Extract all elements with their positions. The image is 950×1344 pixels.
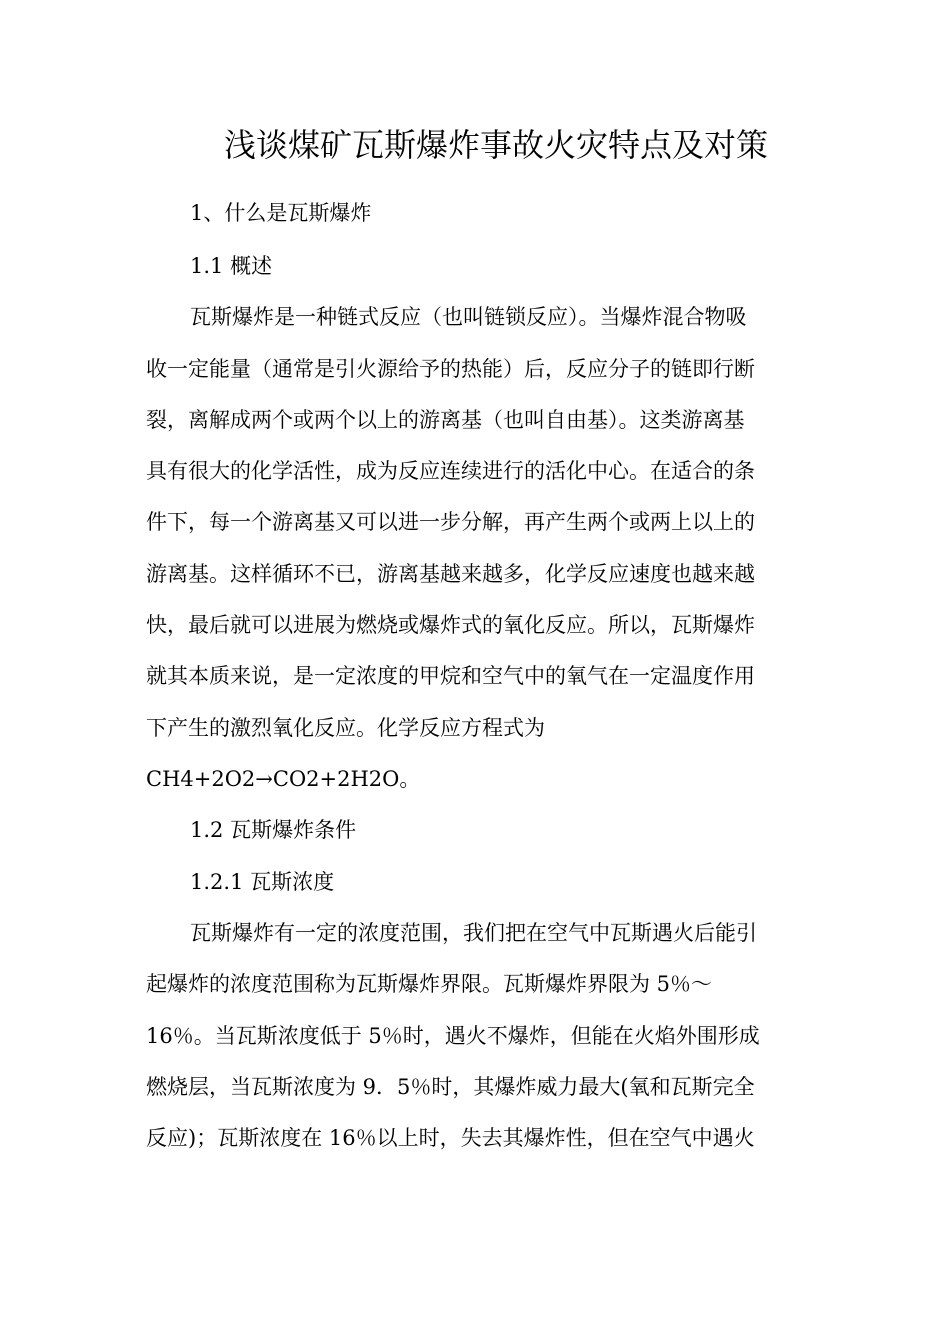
paragraph-line: 16％。当瓦斯浓度低于 5％时，遇火不爆炸，但能在火焰外围形成 [146,1024,760,1048]
paragraph-line: 瓦斯爆炸是一种链式反应（也叫链锁反应）。当爆炸混合物吸 [190,305,747,329]
paragraph-line: 收一定能量（通常是引火源给予的热能）后，反应分子的链即行断 [146,357,755,381]
section-heading-1-2: 1.2 瓦斯爆炸条件 [190,818,357,842]
paragraph-line: 下产生的激烈氧化反应。化学反应方程式为 [146,716,545,740]
paragraph-line: 裂，离解成两个或两个以上的游离基（也叫自由基）。这类游离基 [146,408,745,432]
paragraph-line: 游离基。这样循环不已，游离基越来越多，化学反应速度也越来越 [146,562,755,586]
paragraph-line: 燃烧层，当瓦斯浓度为 9．5％时，其爆炸威力最大(氧和瓦斯完全 [146,1075,755,1099]
paragraph-line: 起爆炸的浓度范围称为瓦斯爆炸界限。瓦斯爆炸界限为 5％～ [146,972,713,996]
section-heading-1-1: 1.1 概述 [190,254,273,278]
paragraph-line: 快，最后就可以进展为燃烧或爆炸式的氧化反应。所以，瓦斯爆炸 [146,613,755,637]
paragraph-line: 就其本质来说，是一定浓度的甲烷和空气中的氧气在一定温度作用 [146,664,755,688]
paragraph-line: 反应)；瓦斯浓度在 16％以上时，失去其爆炸性，但在空气中遇火 [146,1126,755,1150]
paragraph-line: 具有很大的化学活性，成为反应连续进行的活化中心。在适合的条 [146,459,755,483]
paragraph-line: 瓦斯爆炸有一定的浓度范围，我们把在空气中瓦斯遇火后能引 [190,921,757,945]
document-title: 浅谈煤矿瓦斯爆炸事故火灾特点及对策 [224,126,769,164]
section-heading-1-2-1: 1.2.1 瓦斯浓度 [190,870,335,894]
chemical-equation: CH4+2O2→CO2+2H2O。 [146,767,421,791]
section-heading-1: 1、什么是瓦斯爆炸 [190,201,372,225]
paragraph-line: 件下，每一个游离基又可以进一步分解，再产生两个或两上以上的 [146,510,755,534]
